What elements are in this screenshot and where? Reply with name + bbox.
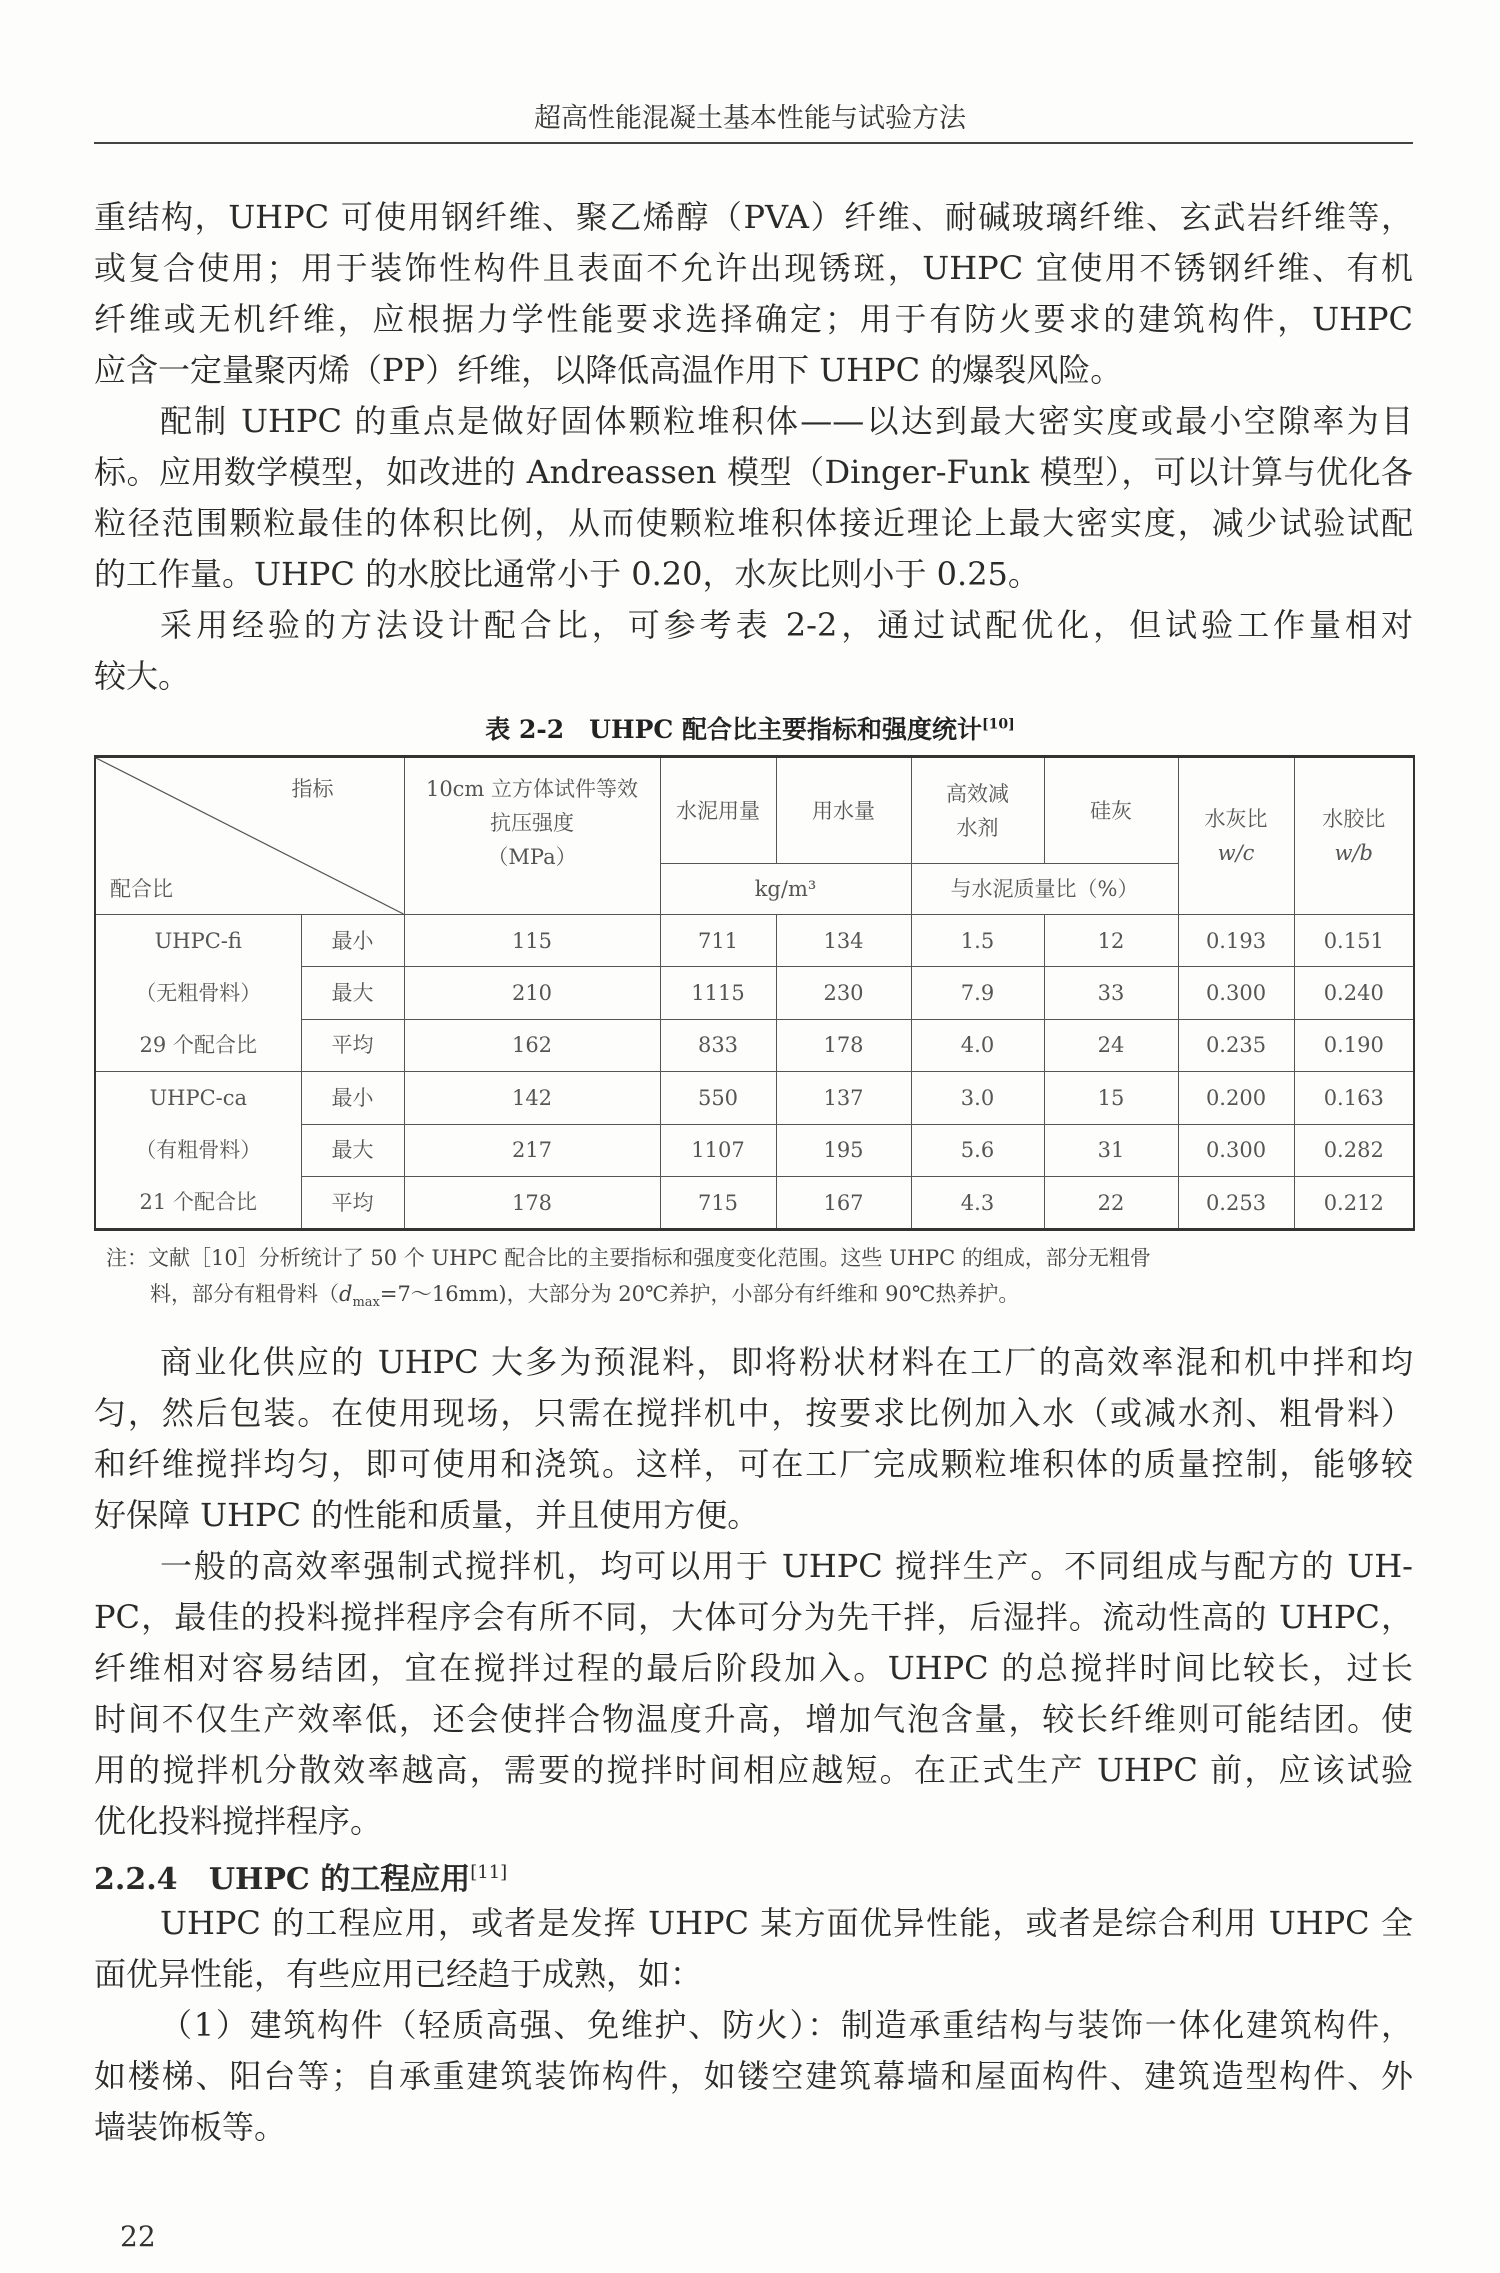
table-cell: 210 [404,967,660,1019]
table-cell: 230 [776,967,911,1019]
header-sp-line1: 高效减 [946,781,1009,806]
text-line: 纤维相对容易结团，宜在搅拌过程的最后阶段加入。UHPC 的总搅拌时间比较长，过长 [94,1649,1413,1687]
text-line: UHPC 的工程应用，或者是发挥 UHPC 某方面优异性能，或者是综合利用 UHPC 全 [160,1904,1413,1942]
section-title: UHPC 的工程应用 [208,1862,471,1897]
stat-label-cell: 平均 [301,1019,404,1071]
text-line: 纤维或无机纤维，应根据力学性能要求选择确定；用于有防火要求的建筑构件，UHPC [94,300,1413,338]
table-cell: 0.151 [1294,915,1414,967]
page-number: 22 [120,2220,156,2253]
text-line: 采用经验的方法设计配合比，可参考表 2-2，通过试配优化，但试验工作量相对 [160,606,1413,644]
text-line: （1）建筑构件（轻质高强、免维护、防火）：制造承重结构与装饰一体化建筑构件， [160,2006,1413,2044]
group-label-line: 29 个配合比 [139,1033,257,1057]
table-cell: 711 [660,915,776,967]
table-cell: 4.3 [911,1177,1044,1230]
table-cell: 1.5 [911,915,1044,967]
table-cell: 0.163 [1294,1072,1414,1125]
section-heading [94,1847,1413,1898]
table-note-line2 [150,1276,1019,1321]
table-cell: 115 [404,915,660,967]
table-cell: 0.190 [1294,1019,1414,1071]
group-label-line: UHPC-fi [154,929,242,953]
header-strength [404,757,660,915]
header-wb-symbol: w/b [1334,841,1373,865]
text-line: 和纤维搅拌均匀，即可使用和浇筑。这样，可在工厂完成颗粒堆积体的质量控制，能够较 [94,1445,1413,1483]
stat-label-cell: 最小 [301,915,404,967]
table-body [95,915,1414,1230]
table-caption-ref: [10] [981,716,1015,733]
text-line: 好保障 UHPC 的性能和质量，并且使用方便。 [94,1496,760,1534]
header-strength-line1: 10cm 立方体试件等效 [425,777,639,801]
table-cell: 0.253 [1178,1177,1294,1230]
table-cell: 715 [660,1177,776,1230]
text-line: 重结构，UHPC 可使用钢纤维、聚乙烯醇（PVA）纤维、耐碱玻璃纤维、玄武岩纤维等， [94,198,1413,236]
body-text-bottom [94,1337,1413,2153]
text-line: 时间不仅生产效率低，还会使拌合物温度升高，增加气泡含量，较长纤维则可能结团。使 [94,1700,1413,1738]
table-cell: 0.193 [1178,915,1294,967]
corner-bottom-label: 配合比 [110,877,173,901]
table-cell: 0.282 [1294,1124,1414,1177]
table-cell: 5.6 [911,1124,1044,1177]
stat-label-cell: 平均 [301,1177,404,1230]
header-silica-fume: 硅灰 [1044,757,1178,864]
text-line: 用的搅拌机分散效率越高，需要的搅拌时间相应越短。在正式生产 UHPC 前，应该试验 [94,1751,1413,1789]
table-cell: 4.0 [911,1019,1044,1071]
stat-label-cell: 最大 [301,967,404,1019]
table-cell: 0.300 [1178,967,1294,1019]
text-line: 优化投料搅拌程序。 [94,1802,383,1840]
group-label-cell [95,1072,301,1230]
table-row [95,915,1414,967]
table-cell: 12 [1044,915,1178,967]
group-label-cell [95,915,301,1072]
text-line: 应含一定量聚丙烯（PP）纤维，以降低高温作用下 UHPC 的爆裂风险。 [94,351,1123,389]
table-cell: 7.9 [911,967,1044,1019]
group-label-line: 21 个配合比 [139,1190,257,1214]
table-cell: 22 [1044,1177,1178,1230]
table-cell: 178 [404,1177,660,1230]
table-cell: 0.235 [1178,1019,1294,1071]
table-note-d: d [339,1282,353,1306]
table-cell: 142 [404,1072,660,1125]
text-line: PC，最佳的投料搅拌程序会有所不同，大体可分为先干拌，后湿拌。流动性高的 UHPC， [94,1598,1413,1636]
table-note-line1 [106,1240,1151,1276]
table-caption-text: 表 2-2 UHPC 配合比主要指标和强度统计 [485,715,982,744]
text-line: 一般的高效率强制式搅拌机，均可以用于 UHPC 搅拌生产。不同组成与配方的 UH- [160,1547,1413,1585]
section-number: 2.2.4 [94,1862,178,1897]
table-cell: 217 [404,1124,660,1177]
group-label-line: UHPC-ca [149,1086,248,1110]
header-strength-line2: 抗压强度 [490,811,574,835]
table-cell: 24 [1044,1019,1178,1071]
table-cell: 0.212 [1294,1177,1414,1230]
header-rule [94,142,1413,144]
text-line: 配制 UHPC 的重点是做好固体颗粒堆积体——以达到最大密实度或最小空隙率为目 [160,402,1413,440]
header-wc [1178,757,1294,915]
text-line: 的工作量。UHPC 的水胶比通常小于 0.20，水灰比则小于 0.25。 [94,555,1040,593]
header-wb [1294,757,1414,915]
table-caption [0,710,1500,746]
header-wc-symbol: w/c [1217,841,1255,865]
body-text-top [94,192,1413,702]
header-wb-label: 水胶比 [1322,807,1386,831]
table-cell: 134 [776,915,911,967]
header-strength-line3: （MPa） [487,845,577,869]
text-line: 墙装饰板等。 [94,2108,287,2146]
table-row [95,1072,1414,1125]
header-superplasticizer [911,757,1044,864]
table-cell: 15 [1044,1072,1178,1125]
table-cell: 1107 [660,1124,776,1177]
running-title: 超高性能混凝土基本性能与试验方法 [534,103,966,134]
table-cell: 833 [660,1019,776,1071]
header-wc-label: 水灰比 [1204,807,1268,831]
group-label-line: （有粗骨料） [135,1138,262,1162]
table-cell: 0.300 [1178,1124,1294,1177]
header-sp-line2: 水剂 [956,815,999,840]
table-note-text2a: 料，部分有粗骨料（ [150,1282,339,1306]
text-line: 标。应用数学模型，如改进的 Andreassen 模型（Dinger-Funk 模型），可以计算与优化各 [94,453,1413,491]
table-cell: 31 [1044,1124,1178,1177]
corner-top-label: 指标 [291,777,334,801]
table-cell: 3.0 [911,1072,1044,1125]
table-cell: 167 [776,1177,911,1230]
mix-ratio-table [94,755,1415,1231]
stat-label-cell: 最大 [301,1124,404,1177]
table-cell: 178 [776,1019,911,1071]
table-cell: 0.240 [1294,967,1414,1019]
text-line: 或复合使用；用于装饰性构件且表面不允许出现锈斑，UHPC 宜使用不锈钢纤维、有机 [94,249,1413,287]
table-cell: 1115 [660,967,776,1019]
text-line: 粒径范围颗粒最佳的体积比例，从而使颗粒堆积体接近理论上最大密实度，减少试验试配 [94,504,1413,542]
table-cell: 0.200 [1178,1072,1294,1125]
corner-header-cell [95,757,404,915]
header-water: 用水量 [776,757,911,864]
table-note-text2b: =7～16mm)，大部分为 20℃养护，小部分有纤维和 90℃热养护。 [379,1282,1020,1306]
section-ref: [11] [470,1862,508,1883]
text-line: 面优异性能，有些应用已经趋于成熟，如： [94,1955,703,1993]
text-line: 较大。 [94,657,191,695]
table-cell: 550 [660,1072,776,1125]
group-label-line: （无粗骨料） [135,981,262,1005]
stat-label-cell: 最小 [301,1072,404,1125]
table-cell: 162 [404,1019,660,1071]
text-line: 匀，然后包装。在使用现场，只需在搅拌机中，按要求比例加入水（或减水剂、粗骨料） [94,1394,1413,1432]
unit-percent-cement: 与水泥质量比（%） [911,864,1178,915]
table-note-sub: max [352,1295,380,1311]
table-note-text1: 注：文献［10］分析统计了 50 个 UHPC 配合比的主要指标和强度变化范围。这些 UHPC 的组成，部分无粗骨 [106,1246,1151,1270]
unit-kg-m3: kg/m³ [660,864,911,915]
text-line: 如楼梯、阳台等；自承重建筑装饰构件，如镂空建筑幕墙和屋面构件、建筑造型构件、外 [94,2057,1413,2095]
table-cell: 195 [776,1124,911,1177]
text-line: 商业化供应的 UHPC 大多为预混料，即将粉状材料在工厂的高效率混和机中拌和均 [160,1343,1413,1381]
table-cell: 33 [1044,967,1178,1019]
header-cement: 水泥用量 [660,757,776,864]
table-cell: 137 [776,1072,911,1125]
